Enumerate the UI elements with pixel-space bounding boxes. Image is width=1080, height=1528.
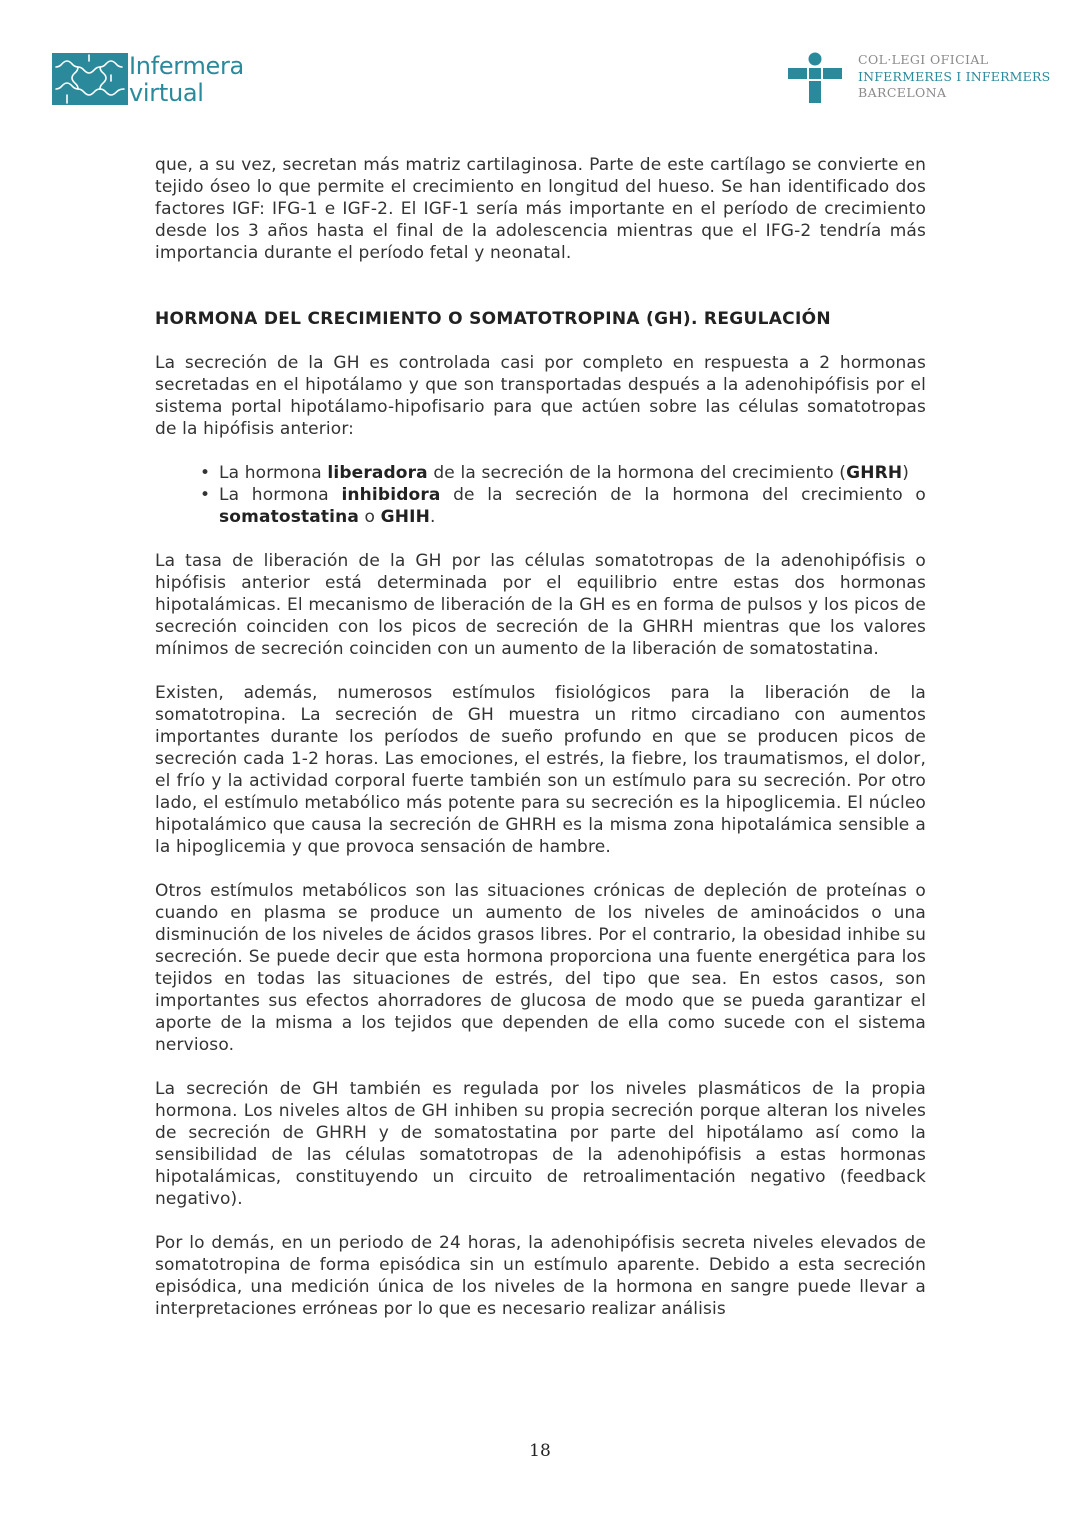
document-body: [155, 154, 926, 1320]
logo-right-line-3: BARCELONA: [858, 85, 947, 100]
paragraph-1: La secreción de la GH es controlada casi por completo en respuesta a 2 hormonas secretadas en el hipotálamo y que son transportadas después a la adenohipófisis por el sistema portal hipotálamo-hipofisario para que actúen sobre las células somatotropas de la hipófisis anterior:: [155, 353, 926, 439]
bullet-icon: •: [200, 463, 211, 483]
logo-right-line-1: COL·LEGI OFICIAL: [858, 52, 989, 67]
col-legi-oficial-logo: [788, 52, 1051, 108]
bullet-text: de la secreción de la hormona del crecimiento (: [427, 463, 847, 483]
section-heading: HORMONA DEL CRECIMIENTO O SOMATOTROPINA (GH). REGULACIÓN: [155, 309, 831, 329]
paragraph-4: Otros estímulos metabólicos son las situaciones crónicas de depleción de proteínas o cuando en plasma se produce un aumento de los niveles de aminoácidos o una disminución de los niveles de ácidos grasos libres. Por el contrario, la obesidad inhibe su secreción. Se puede decir que esta hormona proporciona una fuente energética para los tejidos en todas las situaciones de estrés, del tipo que sea. En estos casos, son importantes sus efectos ahorradores de glucosa de modo que se pueda garantizar el aporte de la misma a los tejidos que dependen de ella como sucede con el sistema nervioso.: [155, 881, 926, 1055]
logo-line-2: virtual: [129, 79, 204, 107]
infermera-virtual-logo: [52, 53, 252, 107]
bullet-text: .: [430, 507, 436, 527]
paragraph-3: Existen, además, numerosos estímulos fisiológicos para la liberación de la somatotropina. La secreción de GH muestra un ritmo circadiano con aumentos importantes durante los períodos de sueño profundo en que se producen picos de secreción cada 1-2 horas. Las emociones, el estrés, la fiebre, los traumatismos, el dolor, el frío y la actividad corporal fuerte también son un estímulo para su secreción. Por otro lado, el estímulo metabólico más potente para su secreción es la hipoglicemia. El núcleo hipotalámico que causa la secreción de GHRH es la misma zona hipotalámica sensible a la hipoglicemia y que provoca sensación de hambre.: [155, 683, 926, 857]
paragraph-6: Por lo demás, en un periodo de 24 horas, la adenohipófisis secreta niveles elevados de somatotropina de forma episódica sin un estímulo aparente. Debido a esta secreción episódica, una medición única de los niveles de la hormona en sangre puede llevar a interpretaciones erróneas por lo que es necesario realizar análisis: [155, 1233, 926, 1319]
paragraph-5: La secreción de GH también es regulada por los niveles plasmáticos de la propia hormona. Los niveles altos de GH inhiben su propia secreción porque alteran los niveles de secreción de GHRH y de somatostatina por parte del hipotálamo así como la sensibilidad de las células somatotropas de la adenohipófisis a estas hormonas hipotalámicas, constituyendo un circuito de retroalimentación negativo (feedback negativo).: [155, 1079, 926, 1209]
list-item: [200, 484, 926, 528]
bullet-text: de la secreción de la hormona del crecimiento o: [440, 485, 926, 505]
paragraph-intro: que, a su vez, secretan más matriz cartilaginosa. Parte de este cartílago se convierte en tejido óseo lo que permite el crecimiento en longitud del hueso. Se han identificado dos factores IGF: IFG-1 e IGF-2. El IGF-1 sería más importante en el período de crecimiento desde los 3 años hasta el final de la adolescencia mientras que el IFG-2 tendría más importancia durante el período fetal y neonatal.: [155, 155, 926, 263]
bullet-icon: •: [200, 485, 211, 505]
list-item: [200, 462, 926, 484]
logo-right-line-2: INFERMERES I INFERMERS: [858, 68, 1051, 84]
bullet-text: ): [902, 463, 909, 483]
bullet-text: o: [358, 507, 381, 527]
bullet-text: La hormona: [219, 463, 328, 483]
page-header: [0, 0, 1080, 130]
puzzle-pieces-icon: [52, 53, 128, 105]
bullet-bold: GHIH: [380, 507, 430, 527]
bullet-bold: GHRH: [846, 463, 903, 483]
page-number: 18: [529, 1441, 551, 1461]
logo-line-1: Infermera: [129, 52, 244, 80]
bullet-bold: inhibidora: [341, 485, 441, 505]
cross-logo-icon: [788, 52, 844, 104]
bullet-bold: liberadora: [327, 463, 428, 483]
bullet-bold: somatostatina: [219, 507, 359, 527]
bullet-text: La hormona: [219, 485, 342, 505]
paragraph-2: La tasa de liberación de la GH por las células somatotropas de la adenohipófisis o hipófisis anterior está determinada por el equilibrio entre estas dos hormonas hipotalámicas. El mecanismo de liberación de la GH es en forma de pulsos y los picos de secreción coinciden con los picos de secreción de la GHRH mientras que los valores mínimos de secreción coinciden con un aumento de la liberación de somatostatina.: [155, 551, 926, 659]
bullet-list: [155, 462, 926, 528]
